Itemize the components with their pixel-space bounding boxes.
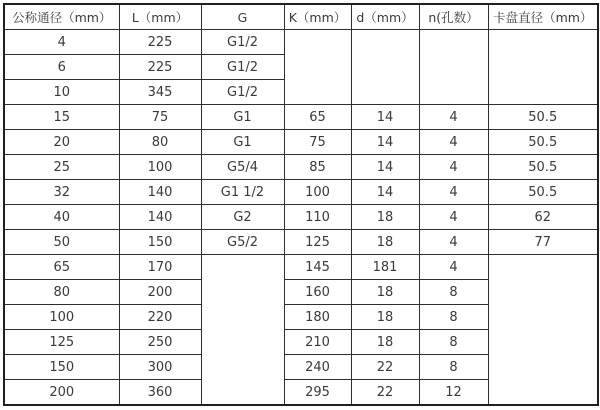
table-row [4,230,598,255]
table-cell: 18 [351,230,419,255]
table-row [4,105,598,130]
table-cell [201,255,284,406]
table-cell: 65 [284,105,351,130]
table-cell: 8 [419,355,488,380]
table-cell: 75 [284,130,351,155]
table-cell: 200 [4,380,119,406]
table-row [4,180,598,205]
table-cell: 77 [488,230,598,255]
table-cell: G1/2 [201,80,284,105]
table-cell: 180 [284,305,351,330]
table-cell: 140 [119,180,201,205]
table-cell: 65 [4,255,119,280]
table-cell: 225 [119,30,201,55]
table-cell: 110 [284,205,351,230]
table-cell: 170 [119,255,201,280]
table-cell: 32 [4,180,119,205]
table-cell: 50.5 [488,105,598,130]
table-row [4,255,598,280]
table-cell: 225 [119,55,201,80]
table-cell: 8 [419,305,488,330]
column-header-5: d（mm） [351,4,419,30]
table-cell: G1/2 [201,55,284,80]
header-row [4,4,598,30]
table-cell: G1 [201,105,284,130]
table-cell: 4 [419,230,488,255]
table-cell [488,255,598,406]
table-cell: 80 [119,130,201,155]
table-cell: 8 [419,280,488,305]
table-cell: 50.5 [488,180,598,205]
table-cell: 240 [284,355,351,380]
table-cell: 345 [119,80,201,105]
table-cell: 4 [419,130,488,155]
table-cell: 145 [284,255,351,280]
table-cell: 50.5 [488,130,598,155]
table-cell: 75 [119,105,201,130]
table-cell: 80 [4,280,119,305]
table-cell: 4 [419,205,488,230]
table-cell: 160 [284,280,351,305]
table-cell: 85 [284,155,351,180]
table-cell: 14 [351,155,419,180]
table-cell: 18 [351,305,419,330]
table-cell: 18 [351,330,419,355]
table-cell: 4 [419,255,488,280]
table-cell: 100 [4,305,119,330]
table-cell: 18 [351,280,419,305]
table-cell: 6 [4,55,119,80]
table-cell: 200 [119,280,201,305]
table-cell: G2 [201,205,284,230]
table-cell: 4 [4,30,119,55]
table-cell: 4 [419,105,488,130]
table-cell: 12 [419,380,488,406]
table-cell: 100 [119,155,201,180]
column-header-2: L（mm） [119,4,201,30]
table-cell: 14 [351,180,419,205]
table-cell: 18 [351,205,419,230]
table-cell: 20 [4,130,119,155]
table-cell: G5/2 [201,230,284,255]
table-cell: 220 [119,305,201,330]
table-cell: 25 [4,155,119,180]
table-cell: 62 [488,205,598,230]
table-cell: 250 [119,330,201,355]
table-cell: G1 1/2 [201,180,284,205]
table-cell [419,30,488,105]
table-cell: 360 [119,380,201,406]
table-cell: 50 [4,230,119,255]
table-cell: 40 [4,205,119,230]
table-cell: 22 [351,355,419,380]
table-row [4,205,598,230]
table-cell: 4 [419,180,488,205]
dimension-spec-table [3,3,599,406]
table-cell: 140 [119,205,201,230]
table-cell: G1/2 [201,30,284,55]
table-cell: 15 [4,105,119,130]
table-cell: 10 [4,80,119,105]
table-cell: 22 [351,380,419,406]
table-cell: 300 [119,355,201,380]
table-row [4,30,598,55]
table-cell: 14 [351,130,419,155]
table-cell: 8 [419,330,488,355]
table-cell [351,30,419,105]
table-cell: G5/4 [201,155,284,180]
table-cell: 4 [419,155,488,180]
table-cell: 181 [351,255,419,280]
table-cell: 295 [284,380,351,406]
table-cell: 14 [351,105,419,130]
column-header-1: 公称通径（mm） [4,4,119,30]
table-cell: 125 [4,330,119,355]
table-cell [284,30,351,105]
column-header-7: 卡盘直径（mm） [488,4,598,30]
table-row [4,155,598,180]
column-header-3: G [201,4,284,30]
table-row [4,130,598,155]
table-cell: G1 [201,130,284,155]
table-cell: 150 [119,230,201,255]
table-cell: 50.5 [488,155,598,180]
table-cell: 125 [284,230,351,255]
column-header-6: n(孔数） [419,4,488,30]
column-header-4: K（mm） [284,4,351,30]
table-cell: 100 [284,180,351,205]
table-cell [488,30,598,105]
table-cell: 210 [284,330,351,355]
table-cell: 150 [4,355,119,380]
